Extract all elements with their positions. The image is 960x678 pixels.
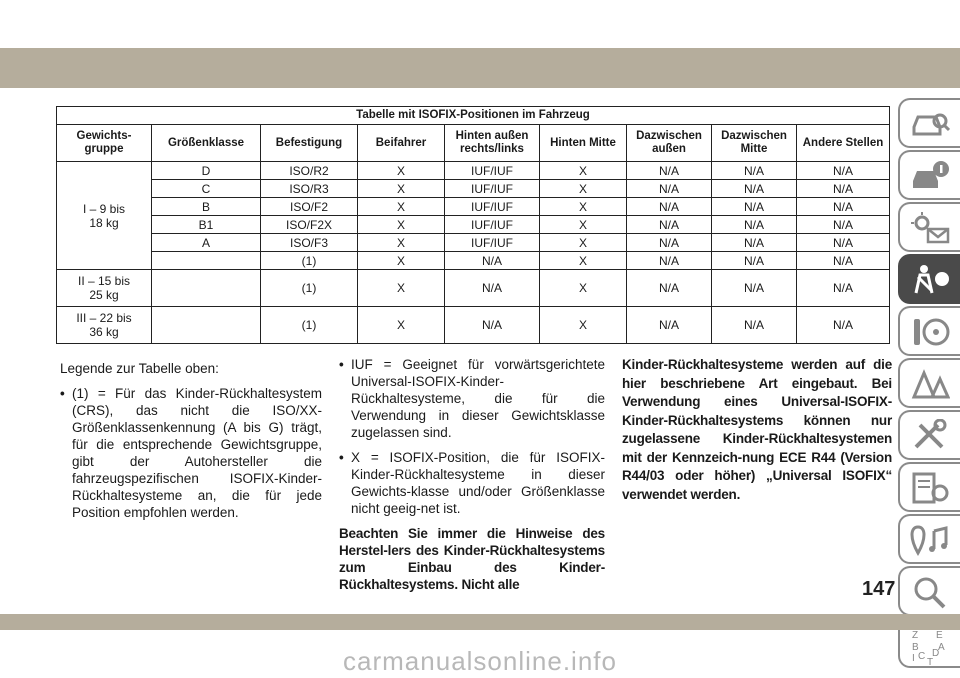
tab-indicators[interactable] [898,202,960,252]
header-size-class: Größenklasse [152,125,261,162]
table-cell: X [358,270,445,307]
table-cell: D [152,162,261,180]
table-cell: X [358,216,445,234]
table-row [57,180,890,198]
index-letter: E [936,630,943,641]
table-cell: ISO/F2 [261,198,358,216]
header-rear-center: Hinten Mitte [540,125,627,162]
table-cell: N/A [445,307,540,344]
table-cell: N/A [627,162,712,180]
table-cell: X [540,252,627,270]
index-letter: A [938,642,945,653]
magnifier-icon [910,575,950,609]
table-cell: B1 [152,216,261,234]
table-cell: N/A [627,234,712,252]
table-cell: ISO/R3 [261,180,358,198]
watermark: carmanualsonline.info [343,646,617,676]
text-column-1 [60,360,322,529]
isofix-positions-table [56,106,890,344]
index-letter: B [912,642,919,653]
index-letter: Z [912,630,919,641]
tab-safety[interactable] [898,254,960,304]
table-cell: N/A [627,180,712,198]
table-cell: X [358,252,445,270]
wrench-icon [910,419,950,453]
table-row [57,252,890,270]
table-cell: ISO/F3 [261,234,358,252]
top-color-band [0,48,960,88]
table-cell: (1) [261,270,358,307]
group-cell: III – 22 bis 36 kg [57,307,152,344]
warning-paragraph-part-2: Kinder-Rückhaltesysteme werden auf die hier beschriebene Art eingebaut. Bei Verwendung eines Universal-ISOFIX-Kinder-Rückhaltesystems können nur zugelassene Kinder-Rückhaltesystemen mit der Kennzeich-nung ECE R44 (Version R44/03 oder höher) „Universal ISOFIX“ verwendet werden. [622,357,892,502]
table-cell: N/A [627,252,712,270]
table-cell: N/A [445,252,540,270]
table-cell: X [358,180,445,198]
index-letter: D [932,648,940,659]
legend-bullet-2-text: IUF = Geeignet für vorwärtsgerichtete Universal-ISOFIX-Kinder-Rückhaltesysteme, die für die Verwendung in dieser Gewichtsklasse zugelassen sind. [351,357,605,440]
header-rear-outboard: Hinten außen rechts/links [445,125,540,162]
legend-bullet-1-text: (1) = Für das Kinder-Rückhaltesystem (CRS), das nicht die ISO/XX-Größenklassenkennung (A bis G) trägt, für die entsprechende Gewichtsgruppe, gibt der Autohersteller die fahrzeugspezifischen ISOFIX-Kinder-Rückhaltesysteme an, die für jede Position empfohlen werden. [72,386,322,520]
table-header-row [57,125,890,162]
table-cell: N/A [627,307,712,344]
table-cell: B [152,198,261,216]
table-cell: N/A [712,162,797,180]
document-gear-icon [910,471,950,505]
table-cell [152,270,261,307]
table-cell: N/A [445,270,540,307]
table-cell: X [540,162,627,180]
table-row [57,307,890,344]
tab-technical-data[interactable] [898,462,960,512]
warning-paragraph-part-1: Beachten Sie immer die Hinweise des Herstel-lers des Kinder-Rückhaltesystems zum Einbau des Kinder-Rückhaltesystems. Nicht alle [339,526,605,592]
table-cell: N/A [627,198,712,216]
table-cell: N/A [797,252,890,270]
table-cell: X [358,234,445,252]
group-cell: I – 9 bis 18 kg [57,162,152,270]
table-cell: N/A [712,198,797,216]
table-cell: N/A [797,234,890,252]
tab-vehicle-intro[interactable] [898,98,960,148]
index-letter: T [927,657,934,667]
table-cell: N/A [712,216,797,234]
text-column-2 [339,356,605,601]
table-cell: C [152,180,261,198]
table-cell: X [540,180,627,198]
table-cell [152,307,261,344]
table-cell [152,252,261,270]
table-cell: N/A [712,307,797,344]
tab-emergency[interactable] [898,358,960,408]
table-cell: (1) [261,252,358,270]
steering-wheel-icon [910,315,950,349]
table-cell: X [540,234,627,252]
table-cell: N/A [627,270,712,307]
table-cell: N/A [797,307,890,344]
bullet-dot: • [339,450,344,465]
table-cell: X [358,198,445,216]
legend-heading: Legende zur Tabelle oben: [60,361,219,376]
seatbelt-airbag-icon [910,263,950,297]
table-row [57,234,890,252]
table-cell: N/A [712,180,797,198]
header-intermediate-center: Dazwischen Mitte [712,125,797,162]
table-cell: A [152,234,261,252]
table-cell: X [358,307,445,344]
table-cell: (1) [261,307,358,344]
table-title: Tabelle mit ISOFIX-Positionen im Fahrzeug [57,107,890,125]
tab-multimedia[interactable] [898,514,960,564]
table-cell: IUF/IUF [445,234,540,252]
table-cell: ISO/F2X [261,216,358,234]
table-cell: X [540,270,627,307]
car-info-icon [910,159,950,193]
index-letter: C [918,651,926,662]
warning-triangle-icon [910,367,950,401]
table-cell: N/A [627,216,712,234]
page-number: 147 [862,578,896,600]
index-letter: I [912,653,915,664]
text-column-3 [622,356,892,512]
car-search-icon [910,107,950,141]
header-intermediate-outboard: Dazwischen außen [627,125,712,162]
table-cell: N/A [712,234,797,252]
table-cell: X [358,162,445,180]
tab-vehicle-info[interactable] [898,150,960,200]
legend-bullet-3-text: X = ISOFIX-Position, die für ISOFIX-Kinder-Rückhaltesysteme in dieser Gewichts-klasse und/oder Größenklasse nicht geeig-net ist. [351,450,605,516]
music-location-icon [910,523,950,557]
legend-bullet-1 [60,385,322,521]
table-row [57,216,890,234]
table-cell: N/A [797,216,890,234]
header-weight-group: Gewichts- gruppe [57,125,152,162]
table-cell: X [540,307,627,344]
table-cell: ISO/R2 [261,162,358,180]
header-fixture: Befestigung [261,125,358,162]
table-row [57,270,890,307]
table-cell: IUF/IUF [445,180,540,198]
tab-search[interactable] [898,566,960,616]
table-row [57,162,890,180]
legend-bullet-2 [339,356,605,441]
tab-starting-driving[interactable] [898,306,960,356]
header-other-positions: Andere Stellen [797,125,890,162]
table-cell: IUF/IUF [445,216,540,234]
table-cell: N/A [712,252,797,270]
tab-maintenance[interactable] [898,410,960,460]
light-mail-icon [910,211,950,245]
header-passenger: Beifahrer [358,125,445,162]
bottom-color-band [0,614,960,630]
table-cell: X [540,216,627,234]
table-cell: N/A [712,270,797,307]
table-cell: N/A [797,198,890,216]
table-cell: IUF/IUF [445,162,540,180]
bullet-dot: • [339,357,344,372]
table-row [57,198,890,216]
legend-bullet-3 [339,449,605,517]
table-cell: N/A [797,270,890,307]
bullet-dot: • [60,386,65,401]
table-cell: X [540,198,627,216]
group-cell: II – 15 bis 25 kg [57,270,152,307]
table-cell: N/A [797,180,890,198]
table-cell: N/A [797,162,890,180]
table-cell: IUF/IUF [445,198,540,216]
